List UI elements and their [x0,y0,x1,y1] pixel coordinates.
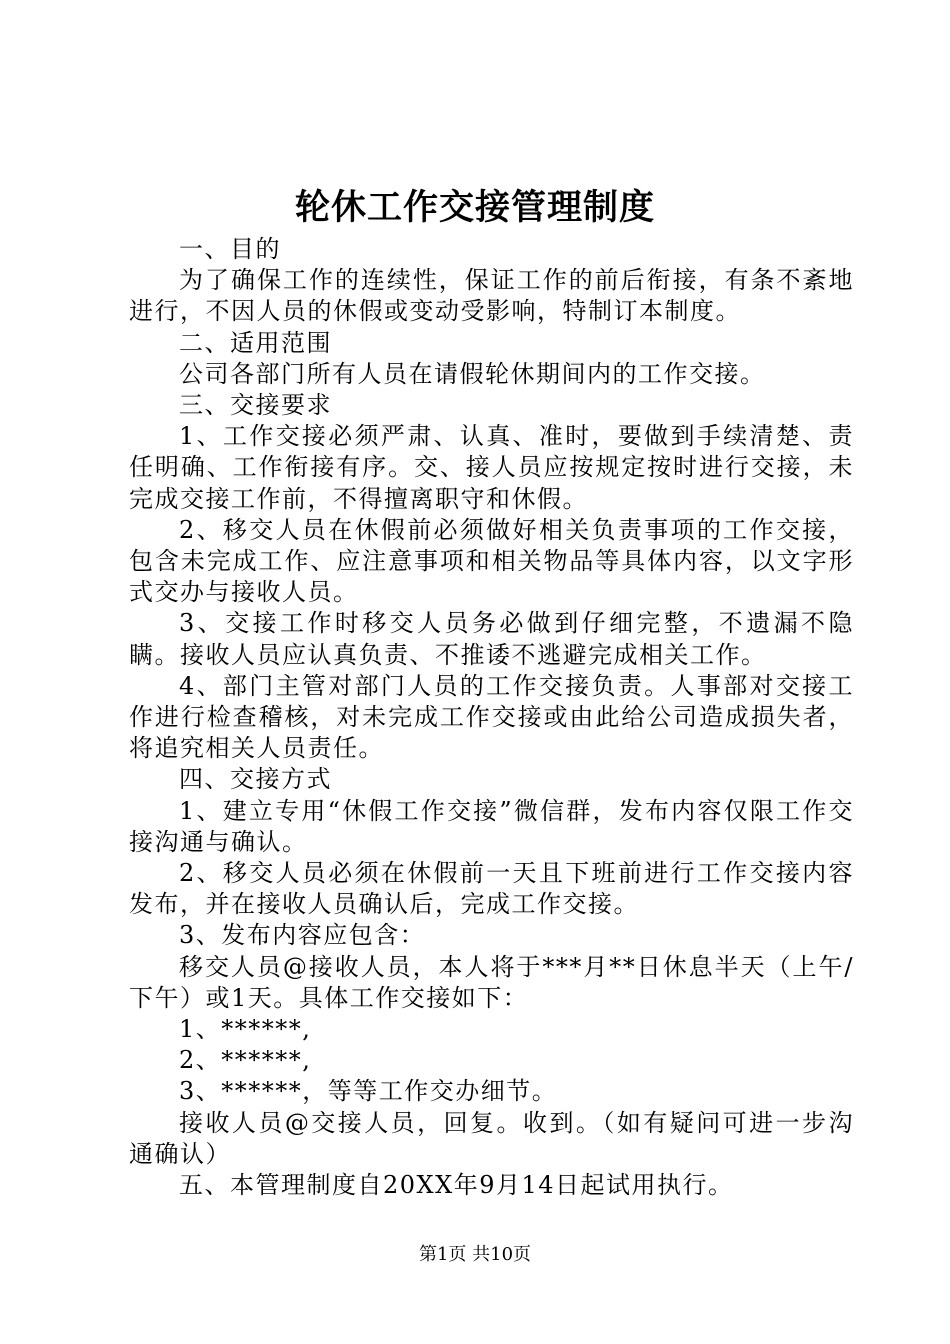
section-effective-date: 五、本管理制度自20XX年9月14日起试用执行。 [179,1171,734,1200]
paragraph-scope: 公司各部门所有人员在请假轮休期间内的工作交接。 [179,359,766,388]
section-heading-methods: 四、交接方式 [179,765,332,794]
template-line-2: 2、******, [179,1046,312,1075]
template-line-1: 1、******, [179,1015,312,1044]
requirement-item-2: 2、移交人员在休假前必须做好相关负责事项的工作交接，包含未完成工作、应注意事项和相关物品等具体内容，以文字形式交办与接收人员。 [129,515,854,607]
page-number-footer: 第1页 共10页 [418,1244,532,1265]
paragraph-purpose: 为了确保工作的连续性，保证工作的前后衔接，有条不紊地进行，不因人员的休假或变动受影响，特制订本制度。 [129,266,854,326]
section-heading-purpose: 一、目的 [179,235,281,263]
section-heading-scope: 二、适用范围 [179,328,332,357]
requirement-item-3: 3、交接工作时移交人员务必做到仔细完整，不遗漏不隐瞒。接收人员应认真负责、不推诿不逃避完成相关工作。 [129,609,854,669]
section-heading-requirements: 三、交接要求 [179,391,332,420]
method-item-2: 2、移交人员必须在休假前一天且下班前进行工作交接内容发布，并在接收人员确认后，完成工作交接。 [129,859,854,919]
method-item-3: 3、发布内容应包含： [179,921,426,950]
template-line-intro: 移交人员@接收人员，本人将于***月**日休息半天（上午/下午）或1天。具体工作交接如下： [129,952,854,1012]
template-line-reply: 接收人员@交接人员，回复。收到。（如有疑问可进一步沟通确认） [129,1108,854,1168]
template-line-3: 3、******，等等工作交办细节。 [179,1077,558,1106]
document-body [129,234,854,1201]
requirement-item-4: 4、部门主管对部门人员的工作交接负责。人事部对交接工作进行检查稽核，对未完成工作交接或由此给公司造成损失者，将追究相关人员责任。 [129,671,854,763]
document-title: 轮休工作交接管理制度 [294,187,655,228]
requirement-item-1: 1、工作交接必须严肃、认真、准时，要做到手续清楚、责任明确、工作衔接有序。交、接人员应按规定按时进行交接，未完成交接工作前，不得擅离职守和休假。 [129,422,854,513]
method-item-1: 1、建立专用“休假工作交接”微信群，发布内容仅限工作交接沟通与确认。 [129,796,854,856]
